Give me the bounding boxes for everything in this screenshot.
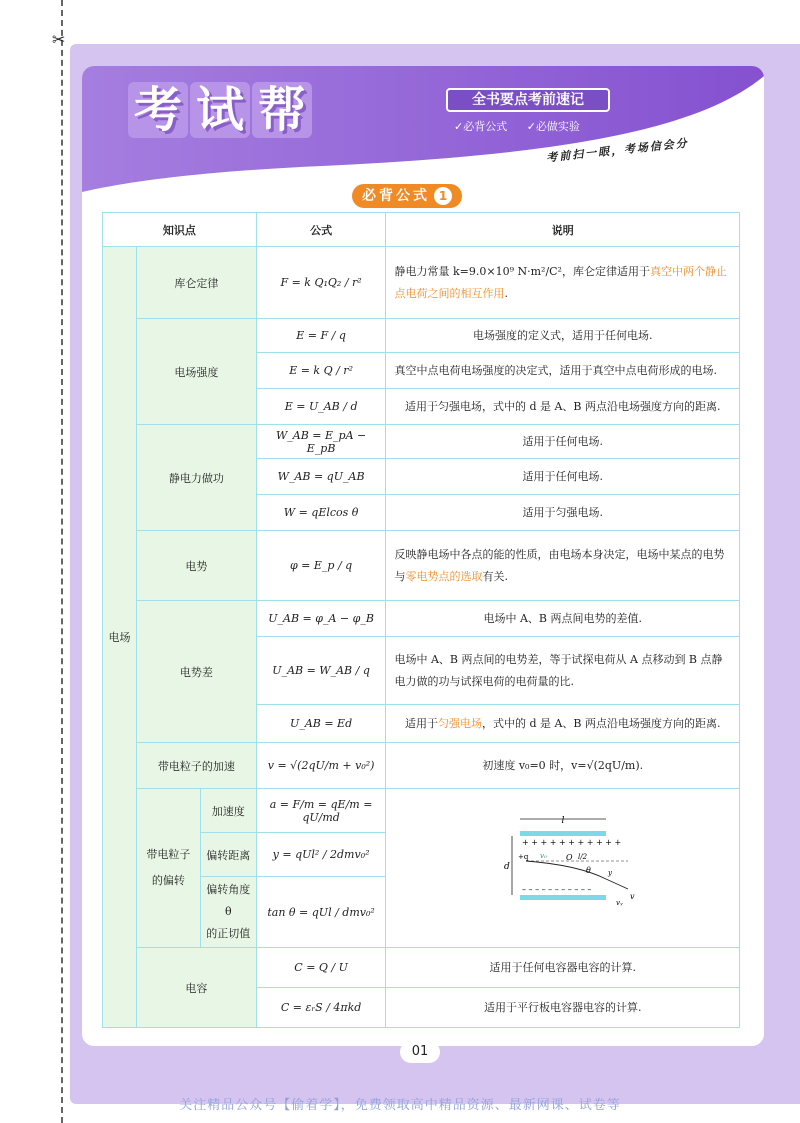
label-theta: θ <box>585 866 591 875</box>
subtopic-deflect-distance: 偏转距离 <box>200 833 256 877</box>
note-pd-1: 电场中 A、B 两点间电势的差值. <box>386 601 740 637</box>
topic-potential-difference: 电势差 <box>136 601 256 743</box>
label-v: v <box>629 892 635 901</box>
note-field-1: 电场强度的定义式，适用于任何电场. <box>386 319 740 353</box>
deflection-diagram-cell <box>386 789 740 948</box>
plus-charges: + + + + + + + + + + + <box>521 838 621 847</box>
footer-text: 关注精品公众号【偷着学】，免费领取高中精品资源、最新网课、试卷等 <box>179 1098 621 1113</box>
label-q: +q <box>517 853 529 861</box>
note-text: . <box>504 286 508 300</box>
formula-work-2: W_AB = qU_AB <box>256 459 386 495</box>
plate-bottom <box>520 895 606 900</box>
formula-field-2: E = k Q / r² <box>256 353 386 389</box>
scissors-icon: ✂ <box>52 30 66 49</box>
formula-capacitance-1: C = Q / U <box>256 948 386 988</box>
note-text: ，式中的 d 是 A、B 两点沿电场强度方向的距离. <box>481 716 721 730</box>
label-half-l: l/2 <box>577 853 587 861</box>
topic-coulomb: 库仑定律 <box>136 247 256 319</box>
note-capacitance-1: 适用于任何电容器电容的计算. <box>386 948 740 988</box>
note-highlight: 真空中两个静止点电荷之间的相互作用 <box>394 264 727 300</box>
subtopic-deflect-accel: 加速度 <box>200 789 256 833</box>
subtopic-deflect-angle <box>200 877 256 948</box>
note-coulomb <box>386 247 740 319</box>
formula-pd-1: U_AB = φ_A − φ_B <box>256 601 386 637</box>
logo-char-2: 试 <box>190 82 250 138</box>
subtags <box>454 118 596 134</box>
note-capacitance-2: 适用于平行板电容器电容的计算. <box>386 988 740 1028</box>
formula-work-1: W_AB = E_pA − E_pB <box>256 425 386 459</box>
header-formula: 公式 <box>256 213 386 247</box>
table-row <box>103 247 740 319</box>
formula-pd-2: U_AB = W_AB / q <box>256 637 386 705</box>
note-work-3: 适用于匀强电场. <box>386 495 740 531</box>
formula-field-3: E = U_AB / d <box>256 389 386 425</box>
note-highlight: 零电势点的选取 <box>405 569 483 583</box>
note-highlight: 匀强电场 <box>437 716 482 730</box>
formula-field-1: E = F / q <box>256 319 386 353</box>
tagline-badge: 全书要点考前速记 <box>446 88 610 112</box>
header-topic: 知识点 <box>103 213 257 247</box>
subtopic-angle-line2: 的正切值 <box>206 927 251 940</box>
note-text: 反映静电场中各点的能的性质，由电场本身决定，电场中某点的电势与 <box>394 547 725 583</box>
logo-char-3: 帮 <box>252 82 312 138</box>
cut-line <box>61 0 63 1123</box>
note-work-2: 适用于任何电场. <box>386 459 740 495</box>
note-pd-3 <box>386 705 740 743</box>
minus-charges: – – – – – – – – – – – <box>521 885 592 894</box>
note-pd-2: 电场中 A、B 两点间的电势差，等于试探电荷从 A 点移动到 B 点静电力做的功与试探电荷的电荷量的比. <box>386 637 740 705</box>
formula-capacitance-2: C = εᵣS / 4πkd <box>256 988 386 1028</box>
logo-char-1: 考 <box>128 82 188 138</box>
note-field-2: 真空中点电荷电场强度的决定式，适用于真空中点电荷形成的电场. <box>386 353 740 389</box>
logo <box>128 82 314 138</box>
topic-deflection-line2: 的偏转 <box>151 874 185 887</box>
note-field-3: 适用于匀强电场，式中的 d 是 A、B 两点沿电场强度方向的距离. <box>386 389 740 425</box>
formula-coulomb: F = k Q₁Q₂ / r² <box>256 247 386 319</box>
note-acceleration: 初速度 v₀=0 时，v=√(2qU/m). <box>386 743 740 789</box>
deflection-diagram <box>478 813 648 923</box>
formula-table <box>102 212 740 1028</box>
topic-acceleration: 带电粒子的加速 <box>136 743 256 789</box>
content-card <box>82 66 764 1046</box>
label-l: l <box>561 816 565 826</box>
topic-field-strength: 电场强度 <box>136 319 256 425</box>
formula-deflect-distance: y = qUl² / 2dmv₀² <box>256 833 386 877</box>
table-header-row <box>103 213 740 247</box>
subtopic-angle-line1: 偏转角度 θ <box>206 883 251 918</box>
topic-capacitance: 电容 <box>136 948 256 1028</box>
topic-work: 静电力做功 <box>136 425 256 531</box>
label-v0: v₀ <box>539 852 547 860</box>
table-row <box>103 601 740 637</box>
table-row <box>103 789 740 833</box>
formula-acceleration: v = √(2qU/m + v₀²) <box>256 743 386 789</box>
category-electric-field: 电场 <box>103 247 137 1028</box>
table-row <box>103 743 740 789</box>
slogan: 考前扫一眼，考场信会分 <box>545 136 690 165</box>
label-o: O <box>565 853 573 862</box>
note-work-1: 适用于任何电场. <box>386 425 740 459</box>
plate-top <box>520 831 606 836</box>
topic-potential: 电势 <box>136 531 256 601</box>
topic-deflection-line1: 带电粒子 <box>146 848 191 861</box>
table-row <box>103 531 740 601</box>
formula-work-3: W = qElcos θ <box>256 495 386 531</box>
note-text: 静电力常量 k=9.0×10⁹ N·m²/C²，库仑定律适用于 <box>394 264 650 278</box>
topic-deflection <box>136 789 200 948</box>
note-potential <box>386 531 740 601</box>
page-number: 01 <box>400 1041 440 1063</box>
subtag-formulas: ✓必背公式 <box>454 120 508 133</box>
formula-pd-3: U_AB = Ed <box>256 705 386 743</box>
note-text: 适用于 <box>404 716 438 730</box>
formula-potential: φ = E_p / q <box>256 531 386 601</box>
subtag-experiments: ✓必做实验 <box>526 120 580 133</box>
table-row <box>103 948 740 988</box>
label-d: d <box>503 862 510 872</box>
table-row <box>103 319 740 353</box>
table-row <box>103 425 740 459</box>
formula-deflect-angle: tan θ = qUl / dmv₀² <box>256 877 386 948</box>
formula-deflect-accel: a = F/m = qE/m = qU/md <box>256 789 386 833</box>
section-number: 1 <box>434 187 452 205</box>
label-y: y <box>607 869 612 877</box>
section-title <box>352 184 462 208</box>
header-note: 说明 <box>386 213 740 247</box>
note-text: 有关. <box>482 569 508 583</box>
label-vy: vᵧ <box>615 899 623 907</box>
section-title-text: 必背公式 <box>362 188 430 204</box>
